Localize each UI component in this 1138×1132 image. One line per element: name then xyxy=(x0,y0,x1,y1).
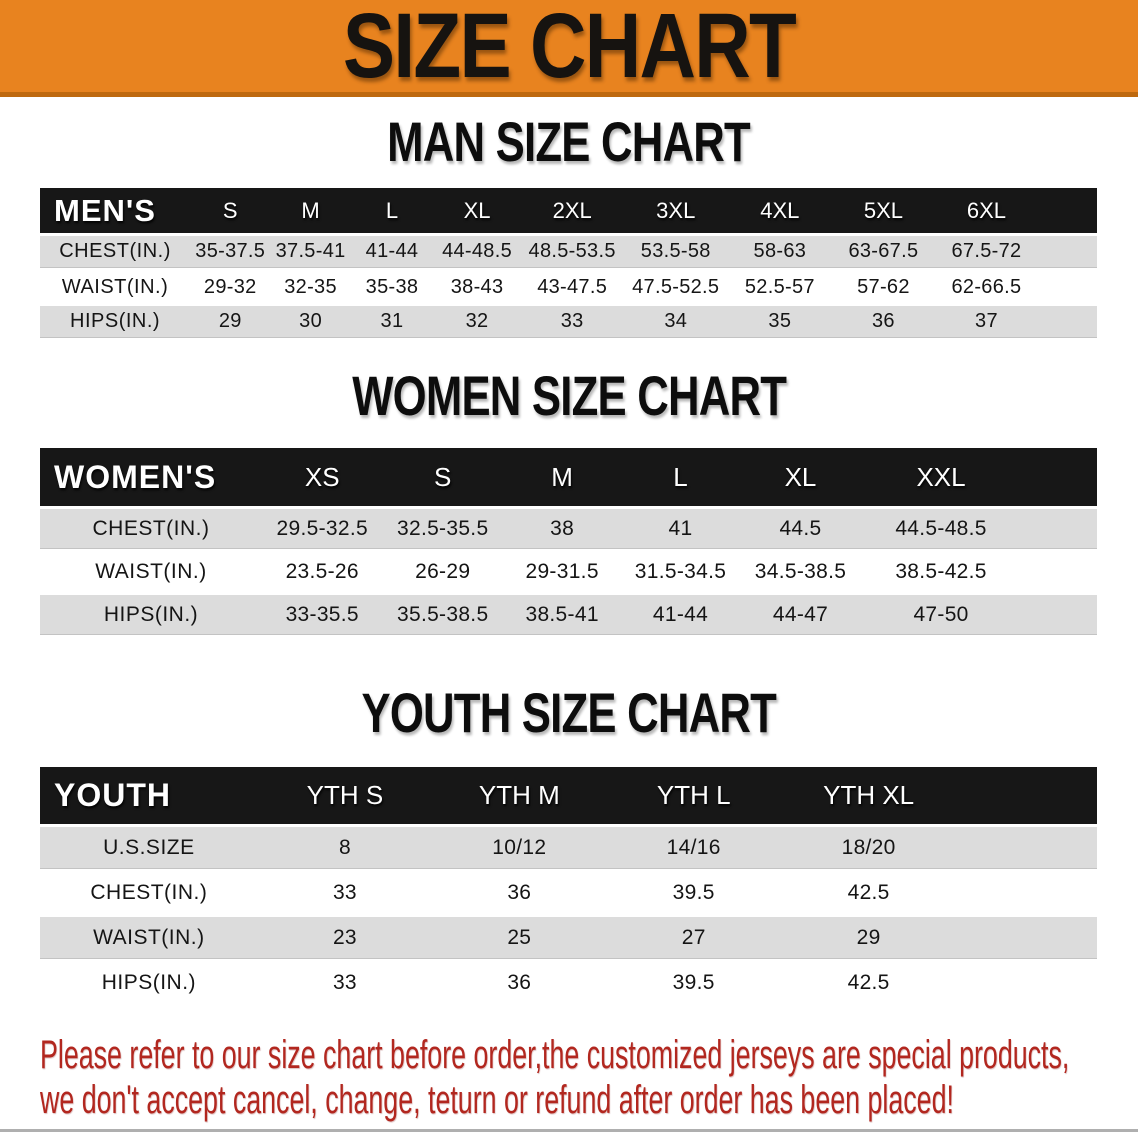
youth-section-heading: YOUTH SIZE CHART xyxy=(361,681,777,744)
youth-row-label: HIPS(IN.) xyxy=(101,971,197,994)
spacer-cell xyxy=(956,767,1097,824)
women-size-column-header: S xyxy=(434,461,452,492)
men-heading-wrap xyxy=(0,110,1138,173)
women-heading-wrap xyxy=(0,364,1138,427)
women-value-cell: 32.5-35.5 xyxy=(382,509,502,549)
men-value-cell: 29-32 xyxy=(203,275,257,298)
women-value-cell: 41 xyxy=(621,509,739,549)
spacer-cell xyxy=(956,827,1097,869)
section-youth-size-chart xyxy=(0,681,1138,1007)
men-value-cell: 36 xyxy=(832,306,936,338)
disclaimer-line-1: Please refer to our size chart before order,the customized jerseys are special products, xyxy=(40,1033,1070,1077)
women-size-column-header: L xyxy=(673,461,688,492)
men-row-label: HIPS(IN.) xyxy=(40,306,190,338)
men-value-cell: 52.5-57 xyxy=(744,275,815,298)
youth-measurement-row xyxy=(40,962,1097,1004)
men-size-table xyxy=(40,185,1097,341)
men-value-cell: 38-43 xyxy=(450,275,504,298)
men-value-cell: 32 xyxy=(433,306,521,338)
men-value-cell: 62-66.5 xyxy=(951,275,1022,298)
youth-value-cell: 39.5 xyxy=(672,881,715,904)
women-header-row xyxy=(40,448,1097,506)
men-value-cell: 37.5-41 xyxy=(270,236,350,268)
men-measurement-row xyxy=(40,236,1097,268)
men-size-column-header: 6XL xyxy=(966,197,1007,223)
men-row-label: CHEST(IN.) xyxy=(40,236,190,268)
spacer-cell xyxy=(1038,188,1097,233)
women-corner-label: WOMEN'S xyxy=(54,458,217,495)
youth-value-cell: 42.5 xyxy=(847,881,890,904)
youth-value-cell: 27 xyxy=(607,917,781,959)
women-measurement-row xyxy=(40,595,1097,635)
women-value-cell: 29-31.5 xyxy=(525,560,599,583)
men-measurement-row xyxy=(40,306,1097,338)
women-value-cell: 31.5-34.5 xyxy=(634,560,727,583)
youth-row-label: U.S.SIZE xyxy=(40,827,258,869)
youth-value-cell: 18/20 xyxy=(781,827,956,869)
men-value-cell: 47.5-52.5 xyxy=(632,275,720,298)
men-size-column-header: 3XL xyxy=(656,197,696,223)
section-men-size-chart xyxy=(0,110,1138,341)
women-value-cell: 38.5-41 xyxy=(503,595,621,635)
men-value-cell: 30 xyxy=(270,306,350,338)
men-value-cell: 31 xyxy=(351,306,433,338)
women-row-label: HIPS(IN.) xyxy=(40,595,262,635)
spacer-cell xyxy=(956,962,1097,1004)
men-value-cell: 33 xyxy=(521,306,624,338)
men-size-column-header: 4XL xyxy=(760,197,800,223)
youth-value-cell: 33 xyxy=(332,971,357,994)
women-size-column-header: XXL xyxy=(916,461,966,492)
spacer-cell xyxy=(1038,306,1097,338)
women-value-cell: 35.5-38.5 xyxy=(382,595,502,635)
youth-measurement-row xyxy=(40,827,1097,869)
women-value-cell: 23.5-26 xyxy=(285,560,359,583)
youth-value-cell: 14/16 xyxy=(607,827,781,869)
women-size-column-header: XS xyxy=(304,461,340,492)
youth-heading-wrap xyxy=(0,681,1138,744)
spacer-cell xyxy=(956,917,1097,959)
spacer-cell xyxy=(1021,448,1097,506)
men-section-heading: MAN SIZE CHART xyxy=(387,110,751,173)
youth-measurement-row xyxy=(40,917,1097,959)
youth-row-label: CHEST(IN.) xyxy=(90,881,208,904)
banner xyxy=(0,0,1138,97)
women-measurement-row xyxy=(40,552,1097,592)
youth-size-column-header: YTH S xyxy=(306,780,384,810)
men-measurement-row xyxy=(40,271,1097,303)
disclaimer-line-2: we don't accept cancel, change, teturn or refund after order has been placed! xyxy=(40,1078,954,1122)
youth-value-cell: 36 xyxy=(507,881,532,904)
men-value-cell: 43-47.5 xyxy=(537,275,608,298)
section-women-size-chart xyxy=(0,364,1138,638)
women-value-cell: 44.5-48.5 xyxy=(861,509,1021,549)
women-value-cell: 44.5 xyxy=(740,509,862,549)
women-measurement-row xyxy=(40,509,1097,549)
spacer-cell xyxy=(1021,509,1097,549)
women-size-table xyxy=(40,445,1097,638)
youth-value-cell: 33 xyxy=(332,881,357,904)
women-section-heading: WOMEN SIZE CHART xyxy=(351,364,786,427)
men-value-cell: 35 xyxy=(728,306,832,338)
men-value-cell: 67.5-72 xyxy=(935,236,1038,268)
men-value-cell: 57-62 xyxy=(857,275,910,298)
youth-value-cell: 29 xyxy=(781,917,956,959)
women-value-cell: 47-50 xyxy=(861,595,1021,635)
men-value-cell: 44-48.5 xyxy=(433,236,521,268)
men-size-column-header: 2XL xyxy=(552,197,592,223)
women-value-cell: 26-29 xyxy=(415,560,471,583)
men-value-cell: 29 xyxy=(190,306,270,338)
women-row-label: CHEST(IN.) xyxy=(40,509,262,549)
spacer-cell xyxy=(1038,271,1097,303)
men-size-column-header: 5XL xyxy=(863,197,903,223)
youth-value-cell: 25 xyxy=(432,917,606,959)
youth-size-column-header: YTH XL xyxy=(823,780,915,810)
women-value-cell: 44-47 xyxy=(740,595,862,635)
youth-size-column-header: YTH L xyxy=(656,780,731,810)
youth-value-cell: 36 xyxy=(507,971,532,994)
men-header-row xyxy=(40,188,1097,233)
men-value-cell: 34 xyxy=(623,306,728,338)
youth-measurement-row xyxy=(40,872,1097,914)
men-value-cell: 41-44 xyxy=(351,236,433,268)
men-size-column-header: S xyxy=(222,197,238,223)
men-value-cell: 58-63 xyxy=(728,236,832,268)
men-size-column-header: L xyxy=(385,197,399,223)
spacer-cell xyxy=(1021,552,1097,592)
disclaimer-text xyxy=(40,1033,1070,1123)
men-size-column-header: XL xyxy=(463,197,491,223)
men-value-cell: 48.5-53.5 xyxy=(521,236,624,268)
women-size-column-header: XL xyxy=(784,461,817,492)
banner-title: SIZE CHART xyxy=(342,0,796,97)
men-value-cell: 63-67.5 xyxy=(832,236,936,268)
youth-value-cell: 23 xyxy=(258,917,432,959)
women-value-cell: 38.5-42.5 xyxy=(895,560,987,583)
men-value-cell: 35-38 xyxy=(365,275,419,298)
men-value-cell: 32-35 xyxy=(284,275,337,298)
women-value-cell: 34.5-38.5 xyxy=(754,560,847,583)
women-value-cell: 33-35.5 xyxy=(262,595,382,635)
youth-value-cell: 42.5 xyxy=(847,971,890,994)
women-size-column-header: M xyxy=(551,461,573,492)
spacer-cell xyxy=(1038,236,1097,268)
youth-value-cell: 8 xyxy=(258,827,432,869)
youth-header-row xyxy=(40,767,1097,824)
women-row-label: WAIST(IN.) xyxy=(95,560,207,583)
men-value-cell: 37 xyxy=(935,306,1038,338)
spacer-cell xyxy=(956,872,1097,914)
women-value-cell: 29.5-32.5 xyxy=(262,509,382,549)
men-row-label: WAIST(IN.) xyxy=(61,275,169,298)
youth-corner-label: YOUTH xyxy=(54,777,171,813)
men-value-cell: 53.5-58 xyxy=(623,236,728,268)
youth-value-cell: 10/12 xyxy=(432,827,606,869)
spacer-cell xyxy=(1021,595,1097,635)
youth-size-column-header: YTH M xyxy=(478,780,560,810)
women-value-cell: 41-44 xyxy=(621,595,739,635)
youth-row-label: WAIST(IN.) xyxy=(40,917,258,959)
women-value-cell: 38 xyxy=(503,509,621,549)
men-size-column-header: M xyxy=(301,197,320,223)
men-corner-label: MEN'S xyxy=(54,192,156,228)
youth-size-table xyxy=(40,764,1097,1007)
youth-value-cell: 39.5 xyxy=(672,971,715,994)
men-value-cell: 35-37.5 xyxy=(190,236,270,268)
